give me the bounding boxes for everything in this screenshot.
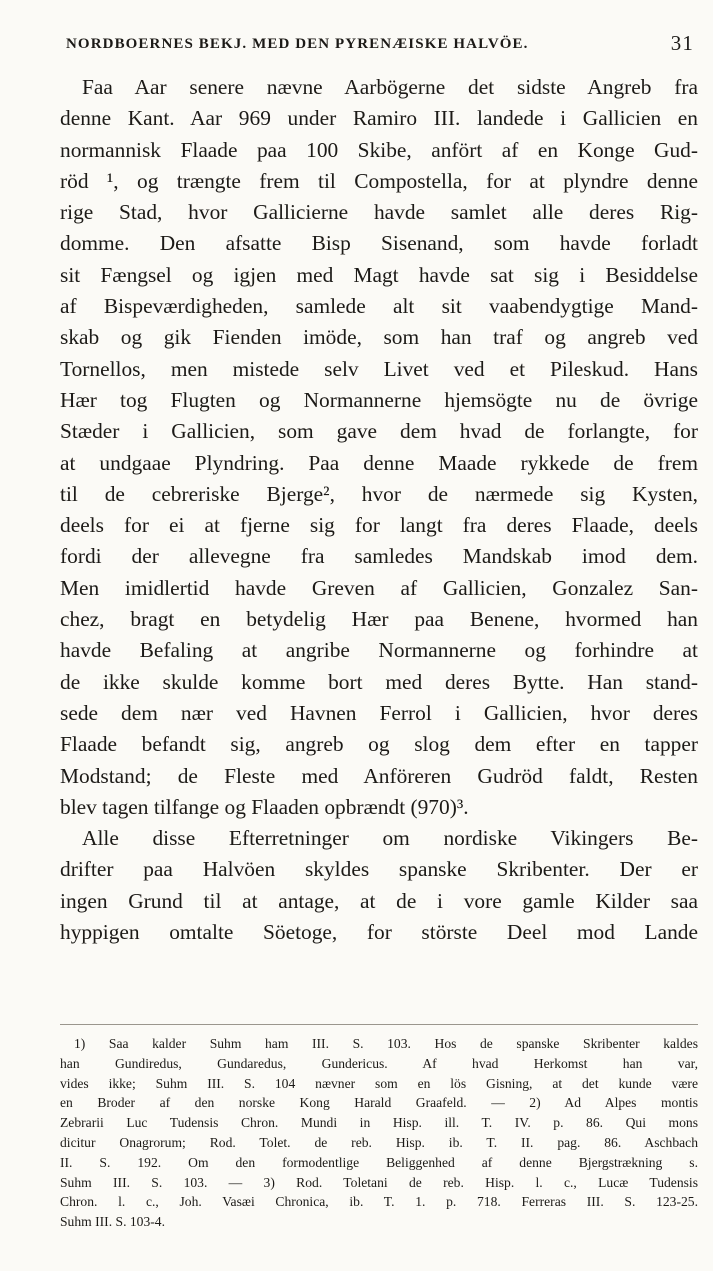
text-line: rige Stad, hvor Gallicierne havde samlet alle deres Rig-: [60, 200, 698, 225]
text-line: deels for ei at fjerne sig for langt fra deres Flaade, deels: [60, 513, 698, 538]
text-line: domme. Den afsatte Bisp Sisenand, som havde forladt: [60, 231, 698, 256]
text-line: normannisk Flaade paa 100 Skibe, anfört af en Konge Gud-: [60, 137, 698, 162]
running-title: NORDBOERNES BEKJ. MED DEN PYRENÆISKE HALVÖE.: [66, 36, 529, 52]
footnote-line: Chron. l. c., Joh. Vasæi Chronica, ib. T. 1. p. 718. Ferreras III. S. 123-25.: [60, 1194, 698, 1210]
footnote-line: Suhm III. S. 103. — 3) Rod. Toletani de reb. Hisp. l. c., Lucæ Tudensis: [60, 1174, 698, 1190]
text-line: drifter paa Halvöen skyldes spanske Skribenter. Der er: [60, 857, 698, 882]
footnotes: [60, 1034, 698, 1232]
footnote-line: en Broder af den norske Kong Harald Graafeld. — 2) Ad Alpes montis: [60, 1095, 698, 1111]
running-header: [66, 31, 696, 58]
text-line: de ikke skulde komme bort med deres Bytte. Han stand-: [60, 669, 698, 694]
text-line: hyppigen omtalte Söetoge, for störste Deel mod Lande: [60, 920, 698, 945]
text-line: at undgaae Plyndring. Paa denne Maade rykkede de frem: [60, 450, 698, 475]
footnote-line: Zebrarii Luc Tudensis Chron. Mundi in Hisp. ill. T. IV. p. 86. Qui mons: [60, 1115, 698, 1131]
text-line: fordi der allevegne fra samledes Mandskab imod dem.: [60, 544, 698, 569]
text-line: Tornellos, men mistede selv Livet ved et Pileskud. Hans: [60, 356, 698, 381]
text-line: ingen Grund til at antage, at de i vore gamle Kilder saa: [60, 888, 698, 913]
footnote-line: 1) Saa kalder Suhm ham III. S. 103. Hos de spanske Skribenter kaldes: [74, 1036, 698, 1051]
text-line: skab og gik Fienden imöde, som han traf og angreb ved: [60, 325, 698, 350]
text-line: sit Fængsel og igjen med Magt havde sat sig i Besiddelse: [60, 262, 698, 287]
text-line: Faa Aar senere nævne Aarbögerne det sidste Angreb fra: [82, 75, 698, 99]
text-line: Modstand; de Fleste med Anföreren Gudröd faldt, Resten: [60, 763, 698, 788]
text-line: af Bispeværdigheden, samlede alt sit vaabendygtige Mand-: [60, 294, 698, 319]
text-line: havde Befaling at angribe Normannerne og forhindre at: [60, 638, 698, 663]
text-line: Stæder i Gallicien, som gave dem hvad de forlangte, for: [60, 419, 698, 444]
page-number: 31: [670, 31, 694, 55]
footnote-line: II. S. 192. Om den formodentlige Beliggenhed af denne Bjergstrækning s.: [60, 1154, 698, 1170]
main-text: [60, 72, 698, 948]
text-line: Men imidlertid havde Greven af Gallicien, Gonzalez San-: [60, 575, 698, 600]
text-line: Flaade befandt sig, angreb og slog dem efter en tapper: [60, 732, 698, 757]
footnote-line: han Gundiredus, Gundaredus, Gundericus. Af hvad Herkomst han var,: [60, 1055, 698, 1071]
text-line: sede dem nær ved Havnen Ferrol i Gallicien, hvor deres: [60, 700, 698, 725]
footnote-line: Suhm III. S. 103-4.: [60, 1214, 165, 1230]
footnote-line: vides ikke; Suhm III. S. 104 nævner som en lös Gisning, at det kunde være: [60, 1075, 698, 1091]
text-line: til de cebreriske Bjerge², hvor de nærmede sig Kysten,: [60, 481, 698, 506]
text-line: denne Kant. Aar 969 under Ramiro III. landede i Gallicien en: [60, 106, 698, 131]
text-line: blev tagen tilfange og Flaaden opbrændt (970)³.: [60, 794, 469, 819]
text-line: röd ¹, og trængte frem til Compostella, for at plyndre denne: [60, 168, 698, 193]
footnote-line: dicitur Onagrorum; Rod. Tolet. de reb. Hisp. ib. T. II. pag. 86. Aschbach: [60, 1134, 698, 1150]
footnote-divider: [60, 1024, 698, 1025]
text-line: chez, bragt en betydelig Hær paa Benene, hvormed han: [60, 607, 698, 632]
text-line: Alle disse Efterretninger om nordiske Vikingers Be-: [82, 826, 698, 851]
text-line: Hær tog Flugten og Normannerne hjemsögte nu de övrige: [60, 387, 698, 412]
